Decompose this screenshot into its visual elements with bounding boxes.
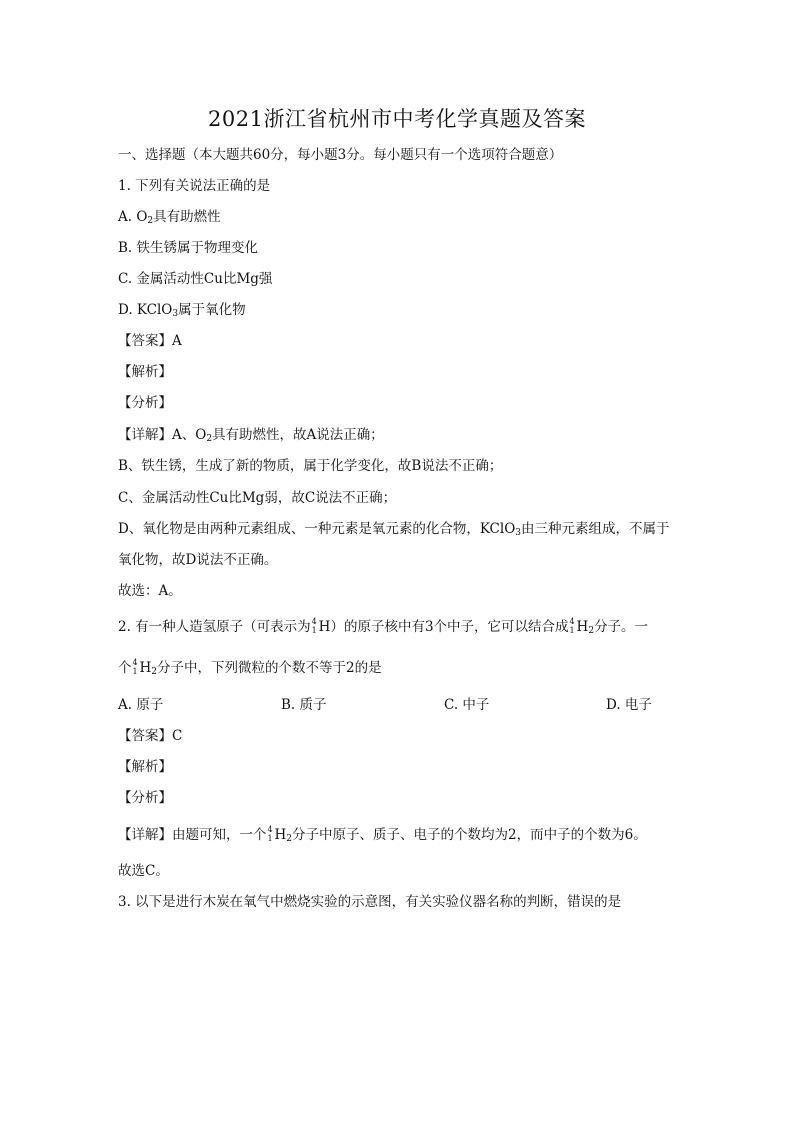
page-title: 2021浙江省杭州市中考化学真题及答案 <box>208 107 586 131</box>
q2-answer: 【答案】C <box>118 728 183 744</box>
q2-fenxi-label: 【分析】 <box>118 790 172 806</box>
q1-detail-b: B、铁生锈，生成了新的物质，属于化学变化，故B说法不正确； <box>118 458 503 474</box>
section-heading: 一、选择题（本大题共60分，每小题3分。每小题只有一个选项符合题意） <box>118 147 563 163</box>
isotope-notation: 4 1 <box>132 658 138 676</box>
q2-analysis-label: 【解析】 <box>118 759 172 775</box>
isotope-notation: 4 1 <box>311 617 317 635</box>
q1-detail-c: C、金属活动性Cu比Mg弱，故C说法不正确； <box>118 490 397 506</box>
q1-detail-d-line1: D、氧化物是由两种元素组成、一种元素是氧元素的化合物，KClO$_3$由三种元素组成，不属于 <box>118 521 670 538</box>
q1-fenxi-label: 【分析】 <box>118 395 172 411</box>
q2-stem-line1: 2. 有一种人造氢原子（可表示为 4 1 H）的原子核中有3个中子，它可以结合成 4 1 $H_2$分子。一 <box>118 617 649 636</box>
q2-detail: 【详解】由题可知，一个 4 1 $H_2$分子中原子、质子、电子的个数均为2，而中子的个数为6。 <box>118 825 647 844</box>
q1-option-c: C. 金属活动性Cu比Mg强 <box>118 271 273 287</box>
isotope-notation: 4 1 <box>267 825 273 843</box>
q1-option-a: A. $O_2$具有助燃性 <box>118 209 221 226</box>
q1-detail-a: 【详解】A、$O_2$具有助燃性，故A说法正确； <box>118 427 384 444</box>
q1-answer: 【答案】A <box>118 333 182 349</box>
q1-option-b: B. 铁生锈属于物理变化 <box>118 240 259 256</box>
isotope-notation: 4 1 <box>569 617 575 635</box>
q1-stem: 1. 下列有关说法正确的是 <box>118 178 271 194</box>
q2-conclusion: 故选C。 <box>118 863 169 879</box>
q2-option-a: A. 原子 <box>118 697 164 713</box>
q1-conclusion: 故选：A。 <box>118 583 182 599</box>
q2-stem-line2: 个 4 1 $H_2$分子中，下列微粒的个数不等于2的是 <box>118 658 382 677</box>
q3-stem: 3. 以下是进行木炭在氧气中燃烧实验的示意图，有关实验仪器名称的判断，错误的是 <box>118 894 622 910</box>
q2-option-d: D. 电子 <box>606 697 652 713</box>
q2-option-c: C. 中子 <box>444 697 490 713</box>
q1-option-d: D. KClO$_3$属于氧化物 <box>118 302 246 319</box>
q2-option-b: B. 质子 <box>281 697 327 713</box>
q1-analysis-label: 【解析】 <box>118 364 172 380</box>
q1-detail-d-line2: 氧化物，故D说法不正确。 <box>118 552 278 568</box>
